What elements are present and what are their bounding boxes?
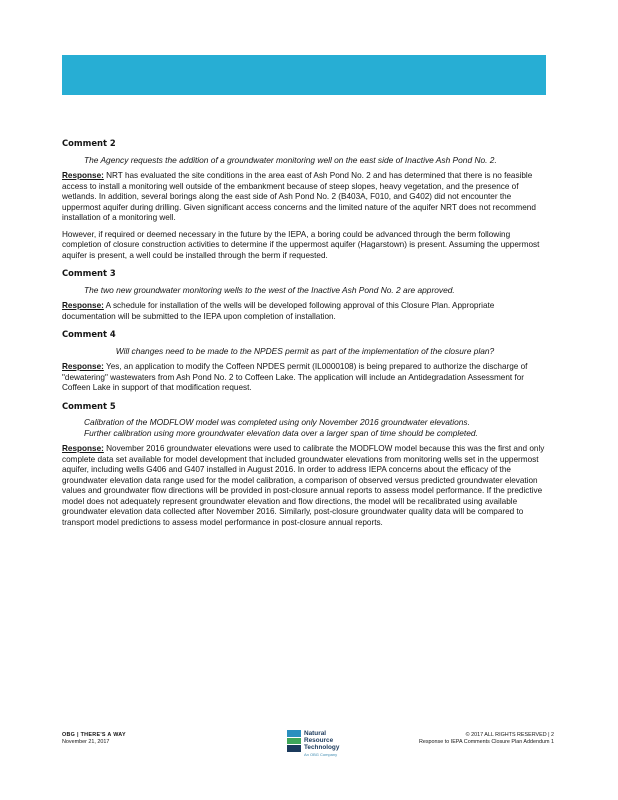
comment-heading: Comment 3 [62, 268, 116, 278]
response-text: NRT has evaluated the site conditions in the area east of Ash Pond No. 2 and has determined that there is no feasible access to install a monitoring well outside of the embankment because of steep slopes, heavy vegetation, and the presence of wetlands. In addition, several borings along the east side of Ash Pond No. 2 (B403A, F010, and G402) did not encounter the uppermost aquifer during drilling. Given significant access concerns and the limited nature of the aquifer NRT does not recommend installation of a monitoring well. [62, 171, 536, 222]
question-line: Calibration of the MODFLOW model was completed using only November 2016 groundwater elevations. [84, 417, 470, 427]
question-line: Will changes need to be made to the NPDES permit as part of the implementation of the closure plan? [115, 345, 495, 356]
response-text: However, if required or deemed necessary in the future by the IEPA, a boring could be advanced through the berm following completion of closure construction activities to determine if the uppermost aquifer (Hagarstown) is present. Assuming the uppermost aquifer is present, a well could be installed through the berm if requested. [62, 229, 540, 260]
logo-line-3: Technology [304, 744, 340, 751]
comment-block [62, 138, 548, 261]
header-band [62, 55, 546, 95]
footer-right [419, 732, 554, 746]
comment-question [84, 155, 548, 166]
comment-question [84, 285, 548, 296]
comment-heading: Comment 5 [62, 400, 116, 411]
document-body [62, 138, 548, 535]
logo-line-2: Resource [304, 737, 334, 744]
question-line: The Agency requests the addition of a groundwater monitoring well on the east side of Inactive Ash Pond No. 2. [84, 154, 497, 165]
nrt-logo [287, 730, 339, 758]
comment-heading: Comment 2 [62, 138, 116, 148]
logo-subtitle: An OBG Company [304, 752, 338, 757]
response-label: Response: [62, 301, 104, 310]
nrt-logo-icon [287, 730, 301, 752]
footer-left [62, 732, 126, 746]
response-text: November 2016 groundwater elevations were used to calibrate the MODFLOW model because this was the first and only complete data set available for model development that included groundwater elevations from monitoring wells set in the uppermost aquifer, including wells G406 and G407 installed in August 2016. In order to address IEPA concerns about the efficacy of the groundwater elevation data range used for the model calibration, a comparison of observed versus predicted groundwater elevation values and groundwater flow directions will be provided in post-closure annual reports to assess model performance. If the predictive model does not adequately represent groundwater elevation and flow directions, the model will be recalibrated using available groundwater elevation data collected after November 2016. Similarly, post-closure groundwater quality data will be compared to transport model predictions to assess model performance in post-closure annual reports. [62, 444, 545, 527]
comment-block [62, 401, 548, 529]
page-footer [62, 732, 554, 772]
response-label: Response: [62, 444, 104, 453]
response-text: Yes, an application to modify the Coffeen NPDES permit (IL0000108) is being prepared to authorize the discharge of "dewatering" wastewaters from Ash Pond No. 2 to Coffeen Lake. The application will include an Antidegradation Assessment for Coffeen Lake in support of that modification request. [62, 362, 528, 392]
comment-question [84, 417, 548, 438]
footer-document-title: Response to IEPA Comments Closure Plan Addendum 1 [418, 739, 554, 745]
logo-line-1: Natural [304, 730, 327, 737]
footer-date: November 21, 2017 [62, 739, 110, 745]
question-line: Further calibration using more groundwater elevation data over a larger span of time should be completed. [84, 427, 478, 438]
response-label: Response: [62, 171, 104, 180]
comment-block [62, 268, 548, 322]
response-label: Response: [62, 362, 104, 371]
response-paragraph [62, 301, 548, 322]
footer-copyright: © 2017 ALL RIGHTS RESERVED | 2 [465, 732, 554, 738]
response-text: A schedule for installation of the wells will be developed following approval of this Closure Plan. Appropriate documentation will be submitted to the IEPA upon completion of installation. [62, 301, 495, 321]
comment-block [62, 329, 548, 394]
response-paragraph [62, 362, 548, 394]
question-line: The two new groundwater monitoring wells to the west of the Inactive Ash Pond No. 2 are approved. [84, 284, 455, 295]
response-paragraph [62, 230, 548, 262]
response-paragraph [62, 171, 548, 224]
response-paragraph [62, 444, 548, 528]
comment-question [62, 346, 548, 357]
comment-heading: Comment 4 [62, 329, 116, 339]
footer-brand: OBG | THERE'S A WAY [62, 732, 126, 738]
